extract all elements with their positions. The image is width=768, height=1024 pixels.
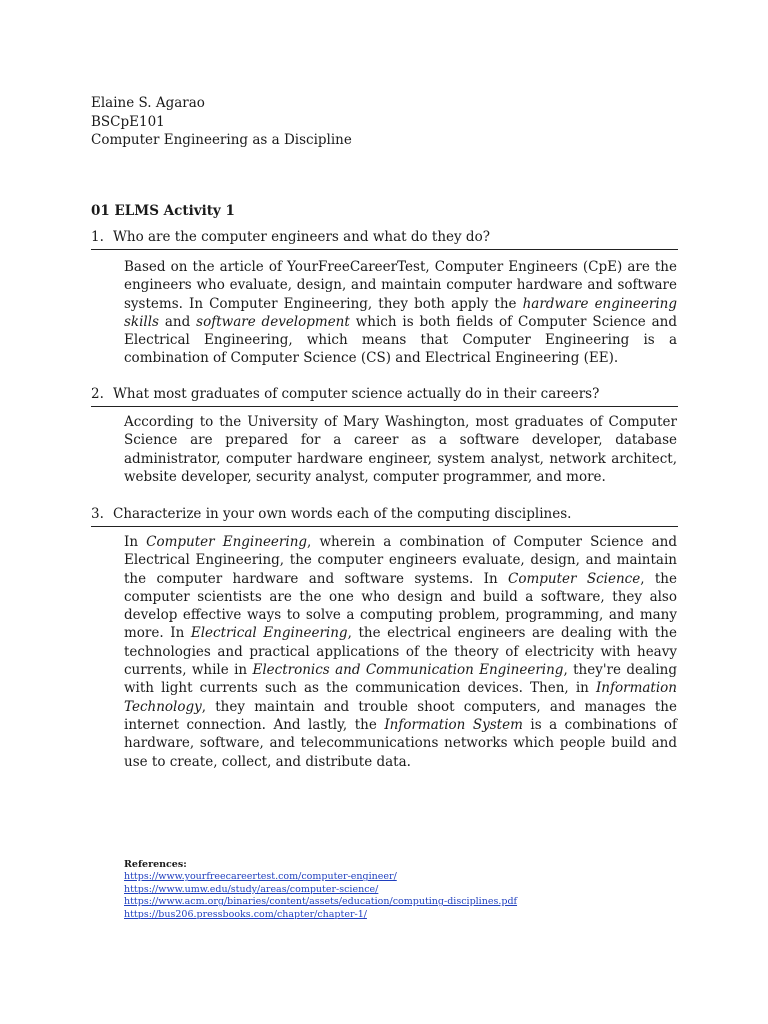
references-section [124, 859, 517, 921]
answer-text: , the computer scientists are the one who design and build a software, they also develop effective ways to solve a computing problem, programming, and many more. In [124, 570, 677, 642]
course-title: Computer Engineering as a Discipline [91, 132, 352, 148]
question-number: 1. [91, 229, 104, 245]
answer-text: According to the University of Mary Washington, most graduates of Computer Science are prepared for a career as a software developer, database administrator, computer hardware engineer, system analyst, network architect, website developer, security analyst, computer programmer, and more. [124, 414, 677, 485]
reference-link[interactable]: https://www.yourfreecareertest.com/computer-engineer/ [124, 871, 397, 883]
question-text: Characterize in your own words each of the computing disciplines. [113, 506, 572, 522]
answer-emphasis: Computer Science [508, 570, 641, 587]
document-header [91, 94, 352, 150]
answer-emphasis: software development [196, 313, 350, 330]
answer-emphasis: Information Technology [124, 680, 677, 715]
answer-3 [124, 533, 677, 771]
answer-emphasis: Electrical Engineering [190, 625, 348, 642]
question-text: What most graduates of computer science actually do in their careers? [113, 386, 600, 402]
question-1 [91, 229, 678, 250]
answer-2 [124, 413, 677, 486]
answer-text: which is both fields of Computer Science and Electrical Engineering, which means that Computer Engineering is a combination of Computer Science (CS) and Electrical Engineering (EE). [124, 313, 678, 367]
question-3 [91, 506, 678, 527]
student-name: Elaine S. Agarao [91, 95, 205, 111]
answer-emphasis: hardware engineering skills [124, 295, 677, 330]
answer-text: Based on the article of YourFreeCareerTest, Computer Engineers (CpE) are the engineers who evaluate, design, and maintain computer hardware and software systems. In Computer Engineering, they both apply the [124, 259, 677, 312]
answer-emphasis: Electronics and Communication Engineering [252, 662, 564, 679]
answer-emphasis: Information System [384, 716, 523, 733]
question-text: Who are the computer engineers and what do they do? [113, 229, 490, 245]
references-title: References: [124, 859, 187, 870]
reference-link[interactable]: https://www.acm.org/binaries/content/assets/education/computing-disciplines.pdf [124, 896, 518, 908]
answer-1 [124, 258, 677, 368]
activity-title: 01 ELMS Activity 1 [91, 203, 235, 219]
question-2 [91, 386, 678, 407]
answer-text: and [159, 313, 197, 330]
answer-text: , wherein a combination of Computer Science and Electrical Engineering, the computer engineers evaluate, design, and maintain the computer hardware and software systems. In [124, 534, 677, 587]
question-number: 3. [91, 506, 104, 522]
reference-link[interactable]: https://bus206.pressbooks.com/chapter/chapter-1/ [124, 908, 367, 920]
answer-text: , they maintain and trouble shoot computers, and manages the internet connection. And lastly, the [124, 698, 677, 733]
answer-text: , the electrical engineers are dealing with the technologies and practical applications of the theory of electricity with heavy currents, while in [124, 625, 677, 679]
student-section: BSCpE101 [91, 113, 165, 130]
answer-text: , they're dealing with light currents such as the communication devices. Then, in [124, 662, 678, 697]
reference-link[interactable]: https://www.umw.edu/study/areas/computer-science/ [124, 883, 379, 895]
answer-text: is a combinations of hardware, software, and telecommunications networks which people build and use to create, collect, and distribute data. [124, 716, 677, 770]
answer-text: In [124, 534, 147, 550]
answer-emphasis: Computer Engineering [146, 534, 308, 550]
question-number: 2. [91, 386, 104, 402]
